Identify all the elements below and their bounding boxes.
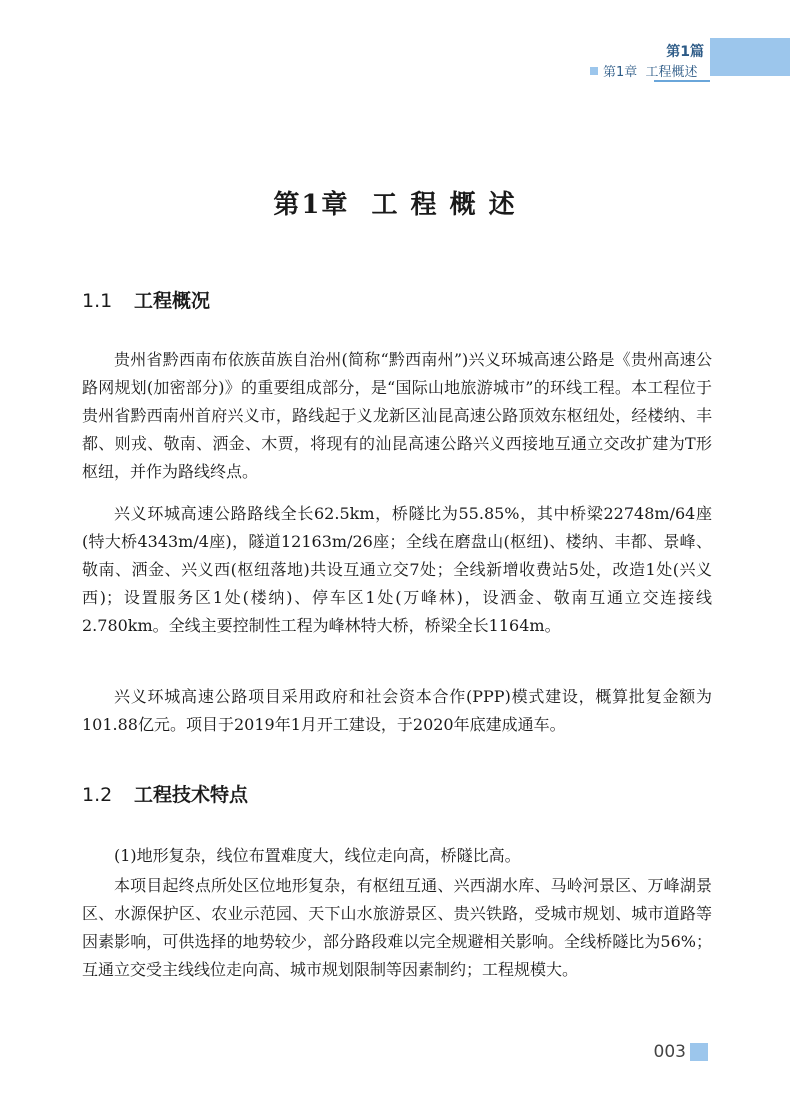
header-chapter-num: 第1章 xyxy=(603,65,638,80)
page-number-accent xyxy=(690,1043,708,1061)
header-part-label: 第1篇 xyxy=(666,44,704,60)
header-chapter-name: 工程概述 xyxy=(645,65,698,80)
header-square-icon xyxy=(590,67,598,75)
paragraph: 兴义环城高速公路路线全长62.5km，桥隧比为55.85%，其中桥梁22748m/64座(特大桥4343m/4座)，隧道12163m/26座；全线在磨盘山(枢纽)、楼纳、丰都、景峰、敬南、洒金、兴义西(枢纽落地)共设互通立交7处；全线新增收费站5处，改造1处(兴义西)；设置服务区1处(楼纳)、停车区1处(万峰林)，设洒金、敬南互通立交连接线2.780km。全线主要控制性工程为峰林特大桥，桥梁全长1164m。 xyxy=(82,504,712,635)
section-number: 1.2 xyxy=(82,784,113,806)
section-heading-1-1 xyxy=(82,286,210,313)
header-underline xyxy=(654,80,710,82)
paragraph: 本项目起终点所处区位地形复杂，有枢纽互通、兴西湖水库、马岭河景区、万峰湖景区、水源保护区、农业示范园、天下山水旅游景区、贵兴铁路，受城市规划、城市道路等因素影响，可供选择的地势较少，部分路段难以完全规避相关影响。全线桥隧比为56%；互通立交受主线线位走向高、城市规划限制等因素制约；工程规模大。 xyxy=(82,876,712,979)
page-number: 003 xyxy=(653,1042,686,1062)
header-accent-block xyxy=(710,38,790,76)
paragraph: 贵州省黔西南布依族苗族自治州(简称“黔西南州”)兴义环城高速公路是《贵州高速公路网规划(加密部分)》的重要组成部分，是“国际山地旅游城市”的环线工程。本工程位于贵州省黔西南州首府兴义市，路线起于义龙新区汕昆高速公路顶效东枢纽处，经楼纳、丰都、则戎、敬南、洒金、木贾，将现有的汕昆高速公路兴义西接地互通立交改扩建为T形枢纽，并作为路线终点。 xyxy=(82,350,712,481)
paragraph: (1)地形复杂，线位布置难度大，线位走向高，桥隧比高。 xyxy=(114,846,521,865)
section-title: 工程概况 xyxy=(134,290,211,312)
section-number: 1.1 xyxy=(82,290,113,312)
header-chapter-label xyxy=(590,61,704,80)
paragraph: 兴义环城高速公路项目采用政府和社会资本合作(PPP)模式建设，概算批复金额为101.88亿元。项目于2019年1月开工建设，于2020年底建成通车。 xyxy=(82,687,712,734)
section-title: 工程技术特点 xyxy=(134,784,249,806)
section-heading-1-2 xyxy=(82,780,248,807)
chapter-title: 第1章 工 程 概 述 xyxy=(273,190,517,220)
